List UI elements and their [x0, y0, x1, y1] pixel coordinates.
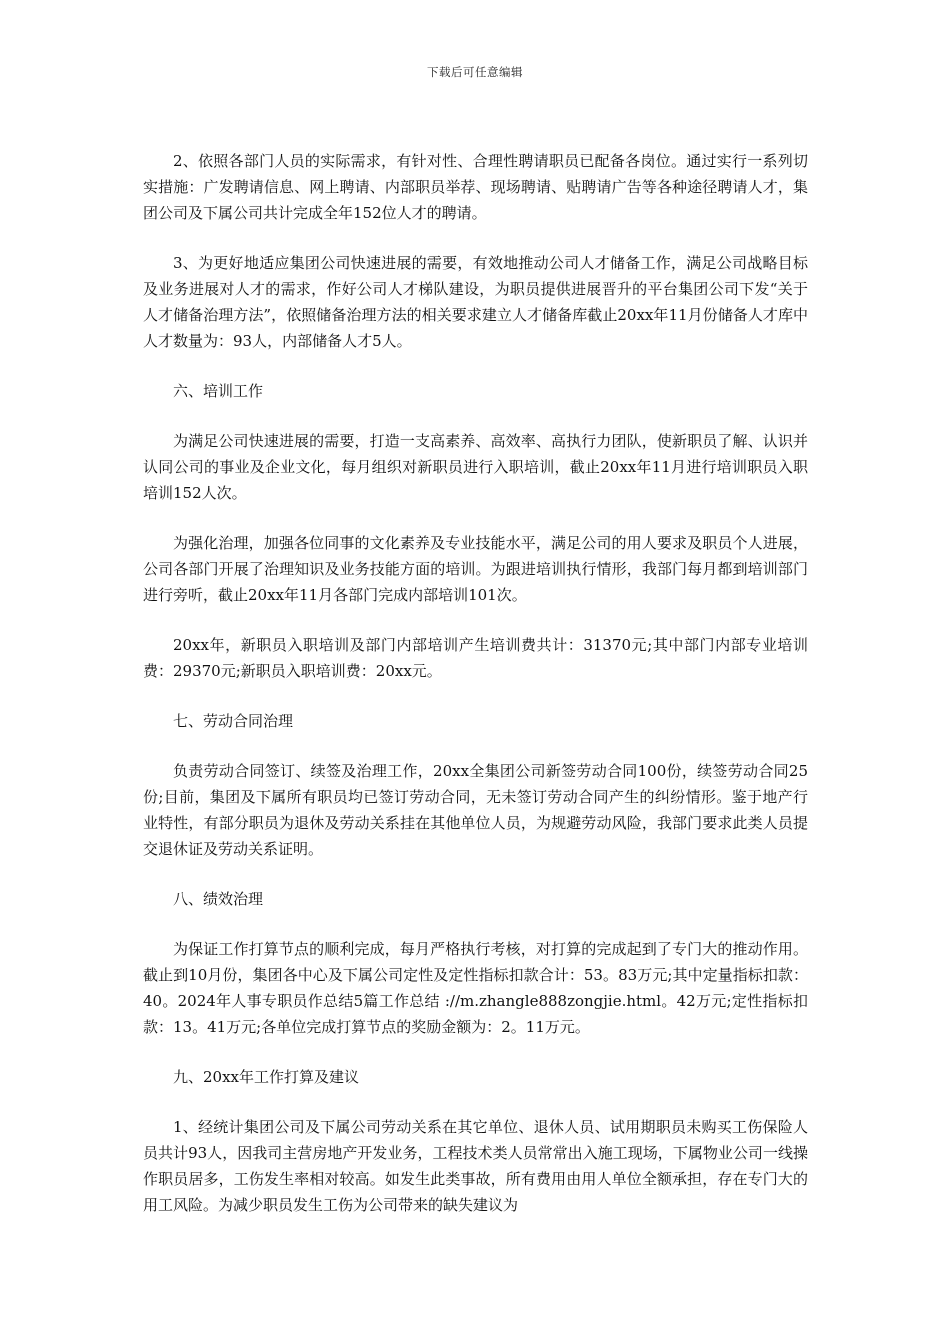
paragraph-talent-reserve: 3、为更好地适应集团公司快速进展的需要，有效地推动公司人才储备工作，满足公司战略目标及业务进展对人才的需求，作好公司人才梯队建设，为职员提供进展晋升的平台集团公司下发“关于人才储备治理方法”，依照储备治理方法的相关要求建立人才储备库截止20xx年11月份储备人才库中人才数量为：93人，内部储备人才5人。: [143, 254, 808, 350]
paragraph-recruitment-positions: 2、依照各部门人员的实际需求，有针对性、合理性聘请职员已配备各岗位。通过实行一系列切实措施：广发聘请信息、网上聘请、内部职员举荐、现场聘请、贴聘请广告等各种途径聘请人才，集团公司及下属公司共计完成全年152位人才的聘请。: [143, 152, 808, 222]
section-heading-plans: 九、20xx年工作打算及建议: [173, 1068, 360, 1086]
paragraph-department-training: 为强化治理，加强各位同事的文化素养及专业技能水平，满足公司的用人要求及职员个人进展，公司各部门开展了治理知识及业务技能方面的培训。为跟进培训执行情形，我部门每月都到培训部门进行旁听，截止20xx年11月各部门完成内部培训101次。: [143, 534, 808, 604]
section-heading-training: 六、培训工作: [173, 382, 264, 400]
paragraph-onboarding-training: 为满足公司快速进展的需要，打造一支高素养、高效率、高执行力团队，使新职员了解、认识并认同公司的事业及企业文化，每月组织对新职员进行入职培训，截止20xx年11月进行培训职员入职培训152人次。: [143, 432, 808, 502]
section-heading-labor-contracts: 七、劳动合同治理: [173, 712, 294, 730]
page-header: 下载后可任意编辑: [427, 65, 523, 79]
paragraph-labor-contracts: 负责劳动合同签订、续签及治理工作，20xx全集团公司新签劳动合同100份，续签劳动合同25份;目前，集团及下属所有职员均已签订劳动合同，无未签订劳动合同产生的纠纷情形。鉴于地产行业特性，有部分职员为退休及劳动关系挂在其他单位人员，为规避劳动风险，我部门要求此类人员提交退休证及劳动关系证明。: [143, 762, 808, 858]
paragraph-training-costs: 20xx年，新职员入职培训及部门内部培训产生培训费共计：31370元;其中部门内部专业培训费：29370元;新职员入职培训费：20xx元。: [143, 636, 808, 680]
document-body: [143, 148, 808, 1242]
section-heading-performance: 八、绩效治理: [173, 890, 264, 908]
paragraph-injury-insurance: 1、经统计集团公司及下属公司劳动关系在其它单位、退休人员、试用期职员未购买工伤保险人员共计93人，因我司主营房地产开发业务，工程技术类人员常常出入施工现场，下属物业公司一线操作职员居多，工伤发生率相对较高。如发生此类事故，所有费用由用人单位全额承担，存在专门大的用工风险。为减少职员发生工伤为公司带来的缺失建议为: [143, 1118, 808, 1214]
paragraph-performance: 为保证工作打算节点的顺利完成，每月严格执行考核，对打算的完成起到了专门大的推动作用。截止到10月份，集团各中心及下属公司定性及定性指标扣款合计：53。83万元;其中定量指标扣款：40。2024年人事专职员作总结5篇工作总结 ://m.zhangle888zongjie.html。42万元;定性指标扣款：13。41万元;各单位完成打算节点的奖励金额为：2。11万元。: [143, 940, 808, 1036]
